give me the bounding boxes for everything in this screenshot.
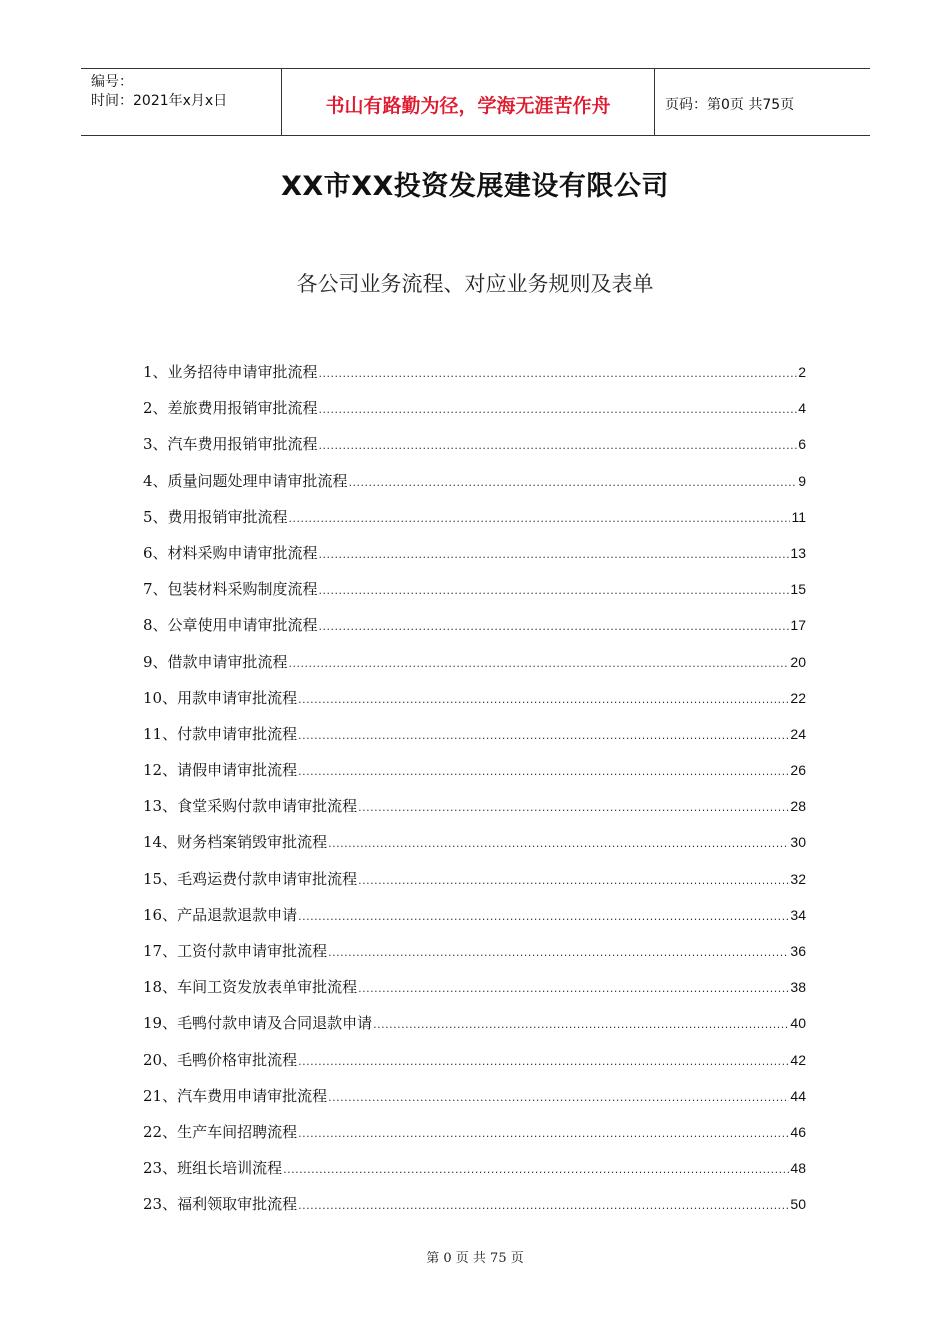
toc-entry[interactable] — [143, 897, 806, 933]
toc-leader-dots — [283, 1152, 789, 1188]
toc-entry-page: 44 — [790, 1087, 806, 1104]
toc-leader-dots — [298, 1044, 789, 1080]
toc-entry[interactable] — [143, 933, 806, 969]
toc-leader-dots — [319, 392, 798, 428]
toc-entry-label: 12、请假申请审批流程 — [143, 761, 298, 780]
toc-leader-dots — [319, 609, 790, 645]
toc-leader-dots — [298, 682, 789, 718]
toc-entry[interactable] — [143, 1186, 806, 1222]
toc-entry-page: 26 — [790, 762, 806, 779]
toc-entry-label: 16、产品退款退款申请 — [143, 905, 298, 924]
toc-entry-label: 15、毛鸡运费付款申请审批流程 — [143, 869, 358, 888]
toc-leader-dots — [328, 826, 789, 862]
table-of-contents — [143, 354, 806, 1223]
toc-entry-page: 50 — [790, 1196, 806, 1213]
toc-leader-dots — [328, 935, 789, 971]
toc-leader-dots — [358, 790, 789, 826]
toc-leader-dots — [298, 1116, 789, 1152]
toc-entry-page: 40 — [790, 1015, 806, 1032]
toc-entry-label: 1、业务招待申请审批流程 — [143, 363, 318, 381]
toc-entry-label: 6、材料采购申请审批流程 — [143, 543, 318, 562]
toc-entry-label: 18、车间工资发放表单审批流程 — [143, 978, 358, 997]
toc-entry[interactable] — [143, 680, 806, 716]
header-page-info — [655, 69, 870, 135]
toc-entry-page: 42 — [790, 1051, 806, 1068]
toc-entry[interactable] — [143, 571, 806, 607]
toc-entry[interactable] — [143, 607, 806, 643]
toc-entry[interactable] — [143, 1005, 806, 1041]
toc-entry-label: 9、借款申请审批流程 — [143, 652, 288, 671]
toc-entry-page: 11 — [791, 508, 806, 525]
toc-entry-page: 32 — [790, 870, 806, 887]
toc-entry-page: 34 — [790, 906, 806, 923]
toc-entry[interactable] — [143, 752, 806, 788]
toc-entry[interactable] — [143, 644, 806, 680]
toc-entry[interactable] — [143, 499, 806, 535]
toc-leader-dots — [298, 754, 789, 790]
toc-entry-page: 24 — [790, 725, 806, 742]
toc-entry[interactable] — [143, 463, 806, 499]
toc-entry-label: 8、公章使用申请审批流程 — [143, 616, 318, 635]
toc-entry-label: 10、用款申请审批流程 — [143, 688, 298, 707]
toc-leader-dots — [358, 971, 789, 1007]
toc-leader-dots — [373, 1007, 789, 1043]
toc-entry[interactable] — [143, 861, 806, 897]
toc-leader-dots — [328, 1080, 789, 1116]
document-number-label: 编号： — [91, 74, 133, 90]
page-header — [81, 68, 870, 136]
toc-entry-label: 2、差旅费用报销审批流程 — [143, 399, 318, 418]
company-title: XX市XX投资发展建设有限公司 — [281, 171, 669, 202]
toc-entry-page: 9 — [798, 472, 806, 489]
toc-entry-label: 13、食堂采购付款申请审批流程 — [143, 797, 358, 816]
toc-entry-page: 2 — [798, 364, 806, 380]
toc-leader-dots — [319, 428, 798, 464]
toc-entry-label: 3、汽车费用报销审批流程 — [143, 435, 318, 454]
page-info-text: 页码：第0页 共75页 — [665, 97, 795, 113]
toc-entry-label: 17、工资付款申请审批流程 — [143, 942, 328, 960]
toc-entry[interactable] — [143, 390, 806, 426]
toc-entry-page: 48 — [790, 1160, 806, 1177]
toc-leader-dots — [319, 573, 790, 609]
toc-entry[interactable] — [143, 969, 806, 1005]
document-subtitle: 各公司业务流程、对应业务规则及表单 — [296, 272, 654, 296]
toc-leader-dots — [298, 899, 789, 935]
toc-entry[interactable] — [143, 716, 806, 752]
toc-entry-page: 6 — [798, 436, 806, 453]
toc-entry-label: 19、毛鸭付款申请及合同退款申请 — [143, 1014, 373, 1033]
toc-entry[interactable] — [143, 1114, 806, 1150]
toc-entry-page: 28 — [790, 798, 806, 815]
header-motto — [282, 69, 655, 135]
toc-entry[interactable] — [143, 535, 806, 571]
toc-entry-page: 17 — [790, 617, 806, 634]
toc-entry-page: 30 — [790, 834, 806, 851]
toc-leader-dots — [319, 356, 798, 392]
toc-entry-page: 46 — [790, 1123, 806, 1140]
toc-entry-label: 21、汽车费用申请审批流程 — [143, 1086, 328, 1105]
toc-leader-dots — [289, 646, 790, 682]
toc-entry[interactable] — [143, 354, 806, 390]
document-date: 时间：2021年x月x日 — [91, 93, 228, 109]
toc-entry-page: 38 — [790, 979, 806, 996]
toc-entry-label: 23、福利领取审批流程 — [143, 1195, 298, 1214]
toc-entry-label: 11、付款申请审批流程 — [143, 724, 298, 743]
toc-entry[interactable] — [143, 824, 806, 860]
toc-leader-dots — [358, 863, 789, 899]
toc-leader-dots — [289, 501, 791, 537]
page-footer: 第 0 页 共 75 页 — [426, 1251, 524, 1266]
toc-leader-dots — [349, 465, 798, 501]
toc-entry-label: 20、毛鸭价格审批流程 — [143, 1050, 298, 1069]
toc-entry-label: 14、财务档案销毁审批流程 — [143, 833, 328, 852]
toc-leader-dots — [319, 537, 790, 573]
motto-text: 书山有路勤为径，学海无涯苦作舟 — [325, 94, 611, 117]
toc-entry[interactable] — [143, 1150, 806, 1186]
toc-entry-page: 15 — [790, 581, 806, 598]
toc-entry-label: 4、质量问题处理申请审批流程 — [143, 471, 348, 490]
toc-entry-page: 13 — [790, 544, 806, 561]
toc-entry-label: 23、班组长培训流程 — [143, 1159, 283, 1178]
toc-entry[interactable] — [143, 1042, 806, 1078]
toc-entry-page: 20 — [790, 653, 806, 670]
toc-entry-page: 4 — [798, 400, 806, 417]
toc-entry-page: 36 — [790, 943, 806, 959]
toc-leader-dots — [298, 718, 789, 754]
toc-entry[interactable] — [143, 788, 806, 824]
toc-entry[interactable] — [143, 1078, 806, 1114]
toc-entry-label: 5、费用报销审批流程 — [143, 507, 288, 526]
toc-entry[interactable] — [143, 426, 806, 462]
toc-entry-label: 22、生产车间招聘流程 — [143, 1122, 298, 1141]
toc-leader-dots — [298, 1188, 789, 1224]
toc-entry-page: 22 — [790, 689, 806, 706]
header-meta — [81, 69, 282, 135]
toc-entry-label: 7、包装材料采购制度流程 — [143, 580, 318, 599]
